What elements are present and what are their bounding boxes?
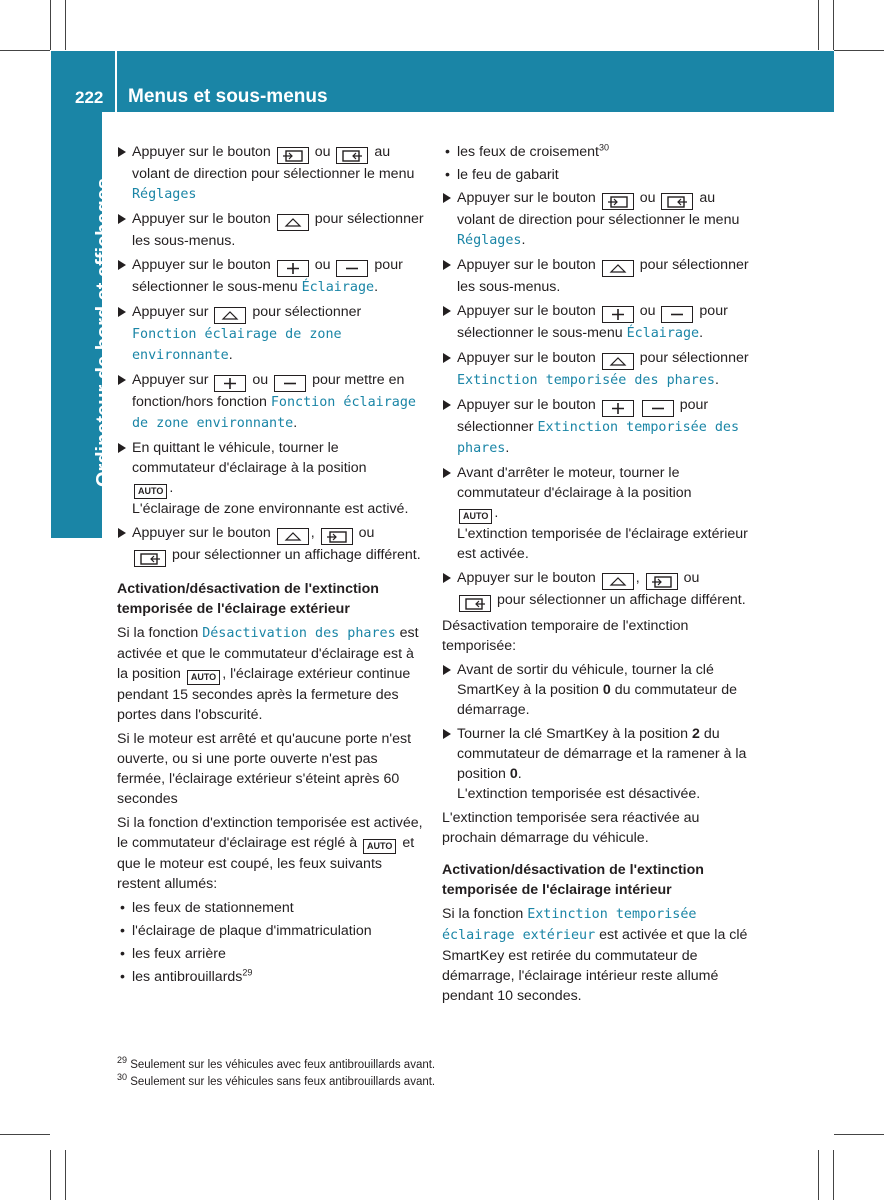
right-column — [442, 142, 750, 1010]
instruction-step: Appuyer sur le bouton ou au volant de direction pour sélectionner le menu Réglages. — [442, 188, 750, 251]
section-heading: Activation/désactivation de l'extinction temporisée de l'éclairage extérieur — [117, 581, 379, 617]
minus-key-icon — [661, 306, 693, 323]
auto-switch-icon: AUTO — [459, 509, 492, 524]
plus-key-icon — [214, 375, 246, 392]
list-item: • les feux de stationnement — [117, 898, 425, 918]
crop-mark — [833, 1150, 834, 1200]
crop-mark — [65, 1150, 66, 1200]
crop-mark — [833, 0, 834, 50]
plus-key-icon — [602, 400, 634, 417]
crop-mark — [65, 0, 66, 50]
minus-key-icon — [642, 400, 674, 417]
page-title: Menus et sous-menus — [128, 86, 328, 107]
back-key-icon — [602, 353, 634, 370]
section-heading: Activation/désactivation de l'extinction temporisée de l'éclairage intérieur — [442, 862, 704, 898]
instruction-step: Appuyer sur le bouton , ou pour sélectionner un affichage différent. — [117, 523, 425, 567]
crop-mark — [50, 1150, 51, 1200]
instruction-step: Avant de sortir du véhicule, tourner la clé SmartKey à la position 0 du commutateur de démarrage. — [442, 660, 750, 720]
footnote-ref: 29 — [242, 967, 253, 978]
crop-mark — [0, 50, 50, 51]
crop-mark — [0, 1134, 50, 1135]
list-item: • les antibrouillards$^{29}$ — [117, 967, 425, 987]
back-key-icon — [214, 307, 246, 324]
display-prev-key-icon — [277, 147, 309, 164]
auto-switch-icon: AUTO — [363, 839, 396, 854]
list-item: • les feux de croisement$^{30}$ — [442, 142, 750, 162]
plus-key-icon — [277, 260, 309, 277]
list-item: • l'éclairage de plaque d'immatriculation — [117, 921, 425, 941]
display-prev-key-icon — [321, 528, 353, 545]
crop-mark — [50, 0, 51, 50]
page-number: 222 — [75, 88, 104, 107]
crop-mark — [818, 1150, 819, 1200]
instruction-step: Appuyer sur le bouton pour sélectionner Extinction temporisée des phares. — [442, 348, 750, 391]
instruction-step: Appuyer sur le bouton pour sélectionner les sous-menus. — [117, 209, 425, 251]
display-prev-key-icon — [646, 573, 678, 590]
instruction-step: Appuyer sur le bouton ou au volant de direction pour sélectionner le menu Réglages — [117, 142, 425, 205]
minus-key-icon — [274, 375, 306, 392]
back-key-icon — [602, 260, 634, 277]
auto-switch-icon: AUTO — [134, 484, 167, 499]
crop-mark — [834, 1134, 884, 1135]
paragraph: Si la fonction d'extinction temporisée est activée, le commutateur d'éclairage est réglé à AUTO et que le moteur est coupé, les feux suivants restent allumés: — [117, 815, 423, 892]
display-next-key-icon — [661, 193, 693, 210]
instruction-step: En quittant le véhicule, tourner le commutateur d'éclairage à la position AUTO . L'éclairage de zone environnante est activé. — [117, 438, 425, 519]
instruction-step: Appuyer sur pour sélectionner Fonction éclairage de zone environnante. — [117, 302, 425, 366]
paragraph: Si le moteur est arrêté et qu'aucune porte n'est ouverte, ou si une porte ouverte n'est pas fermée, l'éclairage extérieur s'éteint après 60 secondes — [117, 731, 412, 807]
paragraph: L'extinction temporisée sera réactivée au prochain démarrage du véhicule. — [442, 810, 700, 846]
back-key-icon — [277, 214, 309, 231]
instruction-step: Tourner la clé SmartKey à la position 2 du commutateur de démarrage et la ramener à la position 0. L'extinction temporisée est désactivée. — [442, 724, 750, 804]
side-tab-label: Ordinateur de bord et affichages — [93, 178, 115, 487]
list-item: • le feu de gabarit — [442, 165, 750, 185]
paragraph: Désactivation temporaire de l'extinction temporisée: — [442, 618, 689, 654]
display-next-key-icon — [134, 550, 166, 567]
instruction-step: Appuyer sur ou pour mettre en fonction/hors fonction Fonction éclairage de zone environnante. — [117, 370, 425, 434]
paragraph: Si la fonction Désactivation des phares est activée et que le commutateur d'éclairage est à la position AUTO , l'éclairage extérieur continue pendant 15 secondes après la fermeture des portes dans l'obscurité. — [117, 625, 419, 723]
instruction-step: Appuyer sur le bouton pour sélectionner Extinction temporisée des phares. — [442, 395, 750, 459]
display-next-key-icon — [459, 595, 491, 612]
header-divider — [115, 51, 117, 112]
auto-switch-icon: AUTO — [187, 670, 220, 685]
instruction-step: Appuyer sur le bouton ou pour sélectionner le sous-menu Éclairage. — [442, 301, 750, 344]
display-prev-key-icon — [602, 193, 634, 210]
crop-mark — [818, 0, 819, 50]
instruction-step: Appuyer sur le bouton ou pour sélectionner le sous-menu Éclairage. — [117, 255, 425, 298]
footnote: $^{30}$ Seulement sur les véhicules sans feux antibrouillards avant. — [117, 1072, 436, 1088]
crop-mark — [834, 50, 884, 51]
display-next-key-icon — [336, 147, 368, 164]
paragraph: Si la fonction Extinction temporisée éclairage extérieur est activée et que la clé SmartKey est retirée du commutateur de démarrage, l'éclairage intérieur reste allumé pendant 10 secondes. — [442, 906, 748, 1004]
footnote: $^{29}$ Seulement sur les véhicules avec feux antibrouillards avant. — [117, 1055, 436, 1071]
back-key-icon — [277, 528, 309, 545]
footnote-ref: 30 — [598, 142, 609, 153]
instruction-step: Appuyer sur le bouton , ou pour sélectionner un affichage différent. — [442, 568, 750, 612]
list-item: • les feux arrière — [117, 944, 425, 964]
footnotes — [117, 1057, 435, 1091]
instruction-step: Avant d'arrêter le moteur, tourner le commutateur d'éclairage à la position AUTO . L'extinction temporisée de l'éclairage extérieur est activée. — [442, 463, 750, 564]
plus-key-icon — [602, 306, 634, 323]
back-key-icon — [602, 573, 634, 590]
minus-key-icon — [336, 260, 368, 277]
left-column — [117, 142, 425, 990]
instruction-step: Appuyer sur le bouton pour sélectionner les sous-menus. — [442, 255, 750, 297]
